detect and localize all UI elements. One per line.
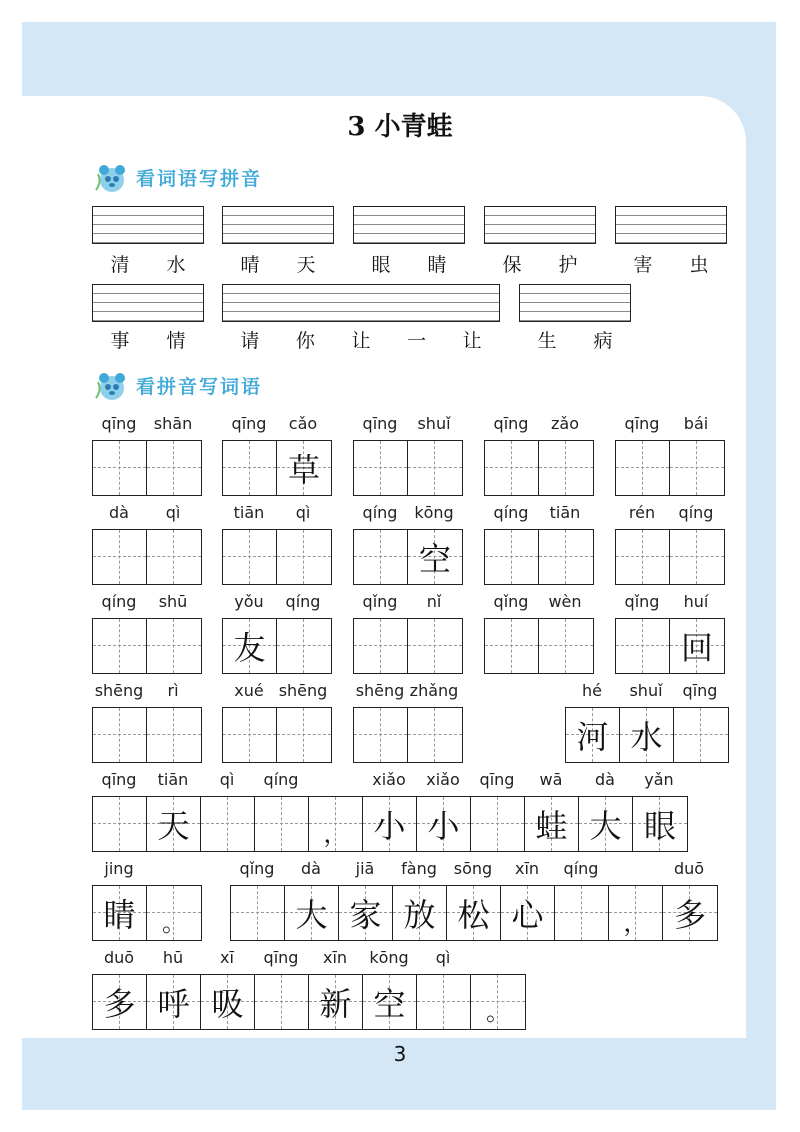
pinyin-label: xué	[234, 681, 264, 700]
grid-cell[interactable]	[93, 797, 147, 851]
word-label	[222, 326, 500, 353]
grid-cell[interactable]	[93, 441, 147, 495]
word-grid	[484, 618, 594, 674]
word-char: 晴	[240, 254, 260, 276]
grid-cell[interactable]	[408, 619, 462, 673]
grid-cell[interactable]	[277, 530, 331, 584]
page-number: 3	[393, 1042, 407, 1066]
grid-cell[interactable]	[485, 530, 539, 584]
page-title: 3 小青蛙	[347, 112, 453, 142]
pinyin-label: shuǐ	[629, 681, 663, 700]
grid-char: ，	[323, 820, 348, 848]
word-char: 保	[502, 254, 522, 276]
grid-cell[interactable]	[471, 975, 525, 1029]
grid-cell[interactable]	[223, 530, 277, 584]
word-label	[353, 250, 465, 277]
grid-cell[interactable]	[670, 441, 724, 495]
word-label	[92, 250, 204, 277]
panda-icon	[92, 368, 132, 402]
pinyin-label: qīng	[263, 948, 299, 967]
grid-cell[interactable]	[539, 619, 593, 673]
pinyin-answer-box[interactable]	[92, 284, 204, 322]
section1-header	[92, 160, 262, 194]
grid-cell[interactable]	[354, 530, 408, 584]
word-grid	[484, 440, 594, 496]
grid-char: 呼	[157, 985, 190, 1023]
pinyin-answer-box[interactable]	[92, 206, 204, 244]
word-grid	[92, 529, 202, 585]
grid-cell[interactable]	[616, 619, 670, 673]
grid-char: 空	[373, 985, 406, 1023]
grid-char: 水	[630, 718, 663, 756]
grid-cell[interactable]	[339, 886, 393, 940]
grid-cell[interactable]	[93, 619, 147, 673]
grid-cell[interactable]	[539, 441, 593, 495]
pinyin-label: huí	[683, 592, 709, 611]
pinyin-label: hū	[162, 948, 184, 967]
pinyin-label: kōng	[414, 503, 454, 522]
grid-cell[interactable]	[501, 886, 555, 940]
grid-cell[interactable]	[147, 797, 201, 851]
grid-cell[interactable]	[525, 797, 579, 851]
pinyin-label: dà	[301, 859, 321, 878]
word-grid	[484, 529, 594, 585]
word-char: 情	[166, 330, 186, 352]
pinyin-label: tiān	[233, 503, 265, 522]
grid-cell[interactable]	[620, 708, 674, 762]
word-char: 你	[295, 330, 315, 352]
grid-cell[interactable]	[663, 886, 717, 940]
word-grid	[353, 618, 463, 674]
pinyin-label: xīn	[322, 948, 348, 967]
pinyin-label: xiǎo	[372, 770, 406, 789]
pinyin-answer-box[interactable]	[222, 206, 334, 244]
grid-char: 天	[157, 807, 190, 845]
pinyin-label: shuǐ	[417, 414, 451, 433]
word-grid	[353, 440, 463, 496]
grid-cell[interactable]	[147, 619, 201, 673]
grid-cell[interactable]	[579, 797, 633, 851]
word-char: 病	[593, 330, 613, 352]
pinyin-label: shū	[158, 592, 188, 611]
pinyin-label: tiān	[549, 503, 581, 522]
pinyin-label: qīng	[479, 770, 515, 789]
grid-cell[interactable]	[309, 975, 363, 1029]
pinyin-answer-box[interactable]	[484, 206, 596, 244]
pinyin-label: qíng	[563, 859, 599, 878]
pinyin-label: qīng	[231, 414, 267, 433]
grid-cell[interactable]	[363, 975, 417, 1029]
pinyin-label: rén	[628, 503, 656, 522]
grid-char: 眼	[643, 807, 676, 845]
grid-cell[interactable]	[447, 886, 501, 940]
word-grid	[615, 529, 725, 585]
pinyin-label: qīng	[493, 414, 529, 433]
grid-char: 多	[673, 896, 706, 934]
grid-cell[interactable]	[309, 797, 363, 851]
word-label	[92, 326, 204, 353]
word-grid	[615, 440, 725, 496]
word-label	[222, 250, 334, 277]
grid-cell[interactable]	[555, 886, 609, 940]
grid-cell[interactable]	[674, 708, 728, 762]
grid-char: 小	[373, 807, 406, 845]
pinyin-label: fàng	[401, 859, 437, 878]
pinyin-label: qíng	[101, 592, 137, 611]
grid-cell[interactable]	[93, 708, 147, 762]
pinyin-label: tiān	[157, 770, 189, 789]
pinyin-label: zǎo	[551, 414, 579, 433]
grid-cell[interactable]	[223, 619, 277, 673]
grid-char: 家	[349, 896, 382, 934]
word-char: 让	[462, 330, 482, 352]
pinyin-label: qíng	[285, 592, 321, 611]
pinyin-label: qǐng	[239, 859, 275, 878]
grid-cell[interactable]	[616, 530, 670, 584]
grid-cell[interactable]	[93, 530, 147, 584]
pinyin-label: shēng	[94, 681, 144, 700]
word-char: 天	[296, 254, 316, 276]
grid-cell[interactable]	[354, 619, 408, 673]
grid-cell[interactable]	[223, 441, 277, 495]
pinyin-label: yǒu	[234, 592, 264, 611]
word-char: 水	[166, 254, 186, 276]
word-grid	[222, 440, 332, 496]
pinyin-label: duō	[673, 859, 705, 878]
sentence-grid	[92, 885, 202, 941]
grid-char: 大	[295, 896, 328, 934]
grid-cell[interactable]	[485, 441, 539, 495]
word-grid	[353, 707, 463, 763]
word-grid	[565, 707, 729, 763]
pinyin-answer-box[interactable]	[353, 206, 465, 244]
grid-cell[interactable]	[147, 975, 201, 1029]
word-grid	[222, 707, 332, 763]
pinyin-label: cǎo	[288, 414, 318, 433]
pinyin-label: rì	[167, 681, 179, 700]
grid-char: 蛙	[535, 807, 568, 845]
grid-cell[interactable]	[609, 886, 663, 940]
word-grid	[92, 618, 202, 674]
pinyin-label: kōng	[369, 948, 409, 967]
grid-cell[interactable]	[408, 708, 462, 762]
pinyin-label: qīng	[682, 681, 718, 700]
pinyin-label: qīng	[101, 770, 137, 789]
grid-char: 。	[486, 998, 510, 1026]
word-grid	[222, 618, 332, 674]
pinyin-label: zhǎng	[409, 681, 459, 700]
pinyin-label: qíng	[493, 503, 529, 522]
grid-cell[interactable]	[408, 530, 462, 584]
pinyin-label: jiā	[355, 859, 375, 878]
pinyin-label: qì	[219, 770, 235, 789]
pinyin-label: bái	[683, 414, 709, 433]
word-char: 一	[407, 330, 427, 352]
grid-cell[interactable]	[93, 975, 147, 1029]
pinyin-label: shēng	[278, 681, 328, 700]
grid-char: 吸	[211, 985, 244, 1023]
pinyin-label: nǐ	[426, 592, 442, 611]
word-char: 清	[110, 254, 130, 276]
section2-header	[92, 368, 262, 402]
grid-cell[interactable]	[633, 797, 687, 851]
grid-cell[interactable]	[201, 975, 255, 1029]
grid-cell[interactable]	[93, 886, 147, 940]
pinyin-label: dà	[109, 503, 129, 522]
sentence-grid	[230, 885, 718, 941]
grid-char: 。	[162, 909, 186, 937]
pinyin-label: yǎn	[644, 770, 674, 789]
grid-cell[interactable]	[255, 975, 309, 1029]
pinyin-label: wèn	[548, 592, 582, 611]
grid-cell[interactable]	[277, 708, 331, 762]
grid-cell[interactable]	[255, 797, 309, 851]
grid-cell[interactable]	[566, 708, 620, 762]
grid-char: 多	[103, 985, 136, 1023]
word-label	[519, 326, 631, 353]
grid-cell[interactable]	[471, 797, 525, 851]
grid-cell[interactable]	[223, 708, 277, 762]
grid-char: 空	[418, 540, 451, 578]
grid-cell[interactable]	[277, 441, 331, 495]
grid-cell[interactable]	[285, 886, 339, 940]
grid-char: 放	[403, 896, 436, 934]
word-grid	[92, 440, 202, 496]
pinyin-label: qì	[295, 503, 311, 522]
grid-cell[interactable]	[354, 441, 408, 495]
grid-cell[interactable]	[147, 530, 201, 584]
grid-cell[interactable]	[485, 619, 539, 673]
grid-cell[interactable]	[539, 530, 593, 584]
word-grid	[222, 529, 332, 585]
word-char: 护	[558, 254, 578, 276]
panda-icon	[92, 160, 132, 194]
grid-char: 草	[287, 451, 320, 489]
word-label	[484, 250, 596, 277]
grid-cell[interactable]	[670, 619, 724, 673]
grid-cell[interactable]	[363, 797, 417, 851]
word-char: 让	[351, 330, 371, 352]
grid-char: 回	[680, 629, 713, 667]
pinyin-label: duō	[103, 948, 135, 967]
word-char: 请	[240, 330, 260, 352]
pinyin-label: qì	[165, 503, 181, 522]
pinyin-label: qīng	[362, 414, 398, 433]
word-char: 害	[633, 254, 653, 276]
word-char: 虫	[689, 254, 709, 276]
word-grid	[615, 618, 725, 674]
pinyin-label: xiǎo	[426, 770, 460, 789]
grid-cell[interactable]	[354, 708, 408, 762]
word-char: 事	[110, 330, 130, 352]
grid-char: 新	[319, 985, 352, 1023]
grid-cell[interactable]	[393, 886, 447, 940]
grid-cell[interactable]	[616, 441, 670, 495]
grid-char: 睛	[103, 896, 136, 934]
pinyin-label: qǐng	[362, 592, 398, 611]
grid-cell[interactable]	[277, 619, 331, 673]
word-grid	[353, 529, 463, 585]
section1-title: 看词语写拼音	[136, 167, 263, 190]
word-label	[615, 250, 727, 277]
grid-char: 心	[511, 896, 544, 934]
pinyin-answer-box[interactable]	[615, 206, 727, 244]
pinyin-label: shēng	[355, 681, 405, 700]
grid-char: 大	[589, 807, 622, 845]
grid-cell[interactable]	[147, 441, 201, 495]
grid-cell[interactable]	[231, 886, 285, 940]
grid-cell[interactable]	[417, 975, 471, 1029]
grid-cell[interactable]	[147, 708, 201, 762]
grid-char: 友	[233, 629, 266, 667]
pinyin-label: shān	[153, 414, 193, 433]
grid-cell[interactable]	[408, 441, 462, 495]
word-char: 眼	[371, 254, 391, 276]
grid-char: 河	[576, 718, 609, 756]
word-char: 睛	[427, 254, 447, 276]
pinyin-label: qǐng	[493, 592, 529, 611]
grid-cell[interactable]	[417, 797, 471, 851]
pinyin-answer-box[interactable]	[519, 284, 631, 322]
sentence-grid	[92, 796, 688, 852]
pinyin-label: wā	[539, 770, 563, 789]
pinyin-label: dà	[595, 770, 615, 789]
pinyin-label: qíng	[263, 770, 299, 789]
pinyin-label: qì	[435, 948, 451, 967]
grid-char: 松	[457, 896, 490, 934]
grid-cell[interactable]	[201, 797, 255, 851]
pinyin-label: qíng	[362, 503, 398, 522]
grid-char: ，	[623, 909, 648, 937]
pinyin-label: xī	[220, 948, 234, 967]
pinyin-label: xīn	[514, 859, 540, 878]
grid-char: 小	[427, 807, 460, 845]
pinyin-label: qīng	[101, 414, 137, 433]
pinyin-label: hé	[582, 681, 602, 700]
grid-cell[interactable]	[147, 886, 201, 940]
word-grid	[92, 707, 202, 763]
pinyin-label: qīng	[624, 414, 660, 433]
pinyin-label: sōng	[453, 859, 493, 878]
grid-cell[interactable]	[670, 530, 724, 584]
word-char: 生	[537, 330, 557, 352]
sentence-grid	[92, 974, 526, 1030]
pinyin-label: qǐng	[624, 592, 660, 611]
section2-title: 看拼音写词语	[136, 375, 263, 398]
pinyin-answer-box[interactable]	[222, 284, 500, 322]
pinyin-label: jing	[104, 859, 134, 878]
pinyin-label: qíng	[678, 503, 714, 522]
